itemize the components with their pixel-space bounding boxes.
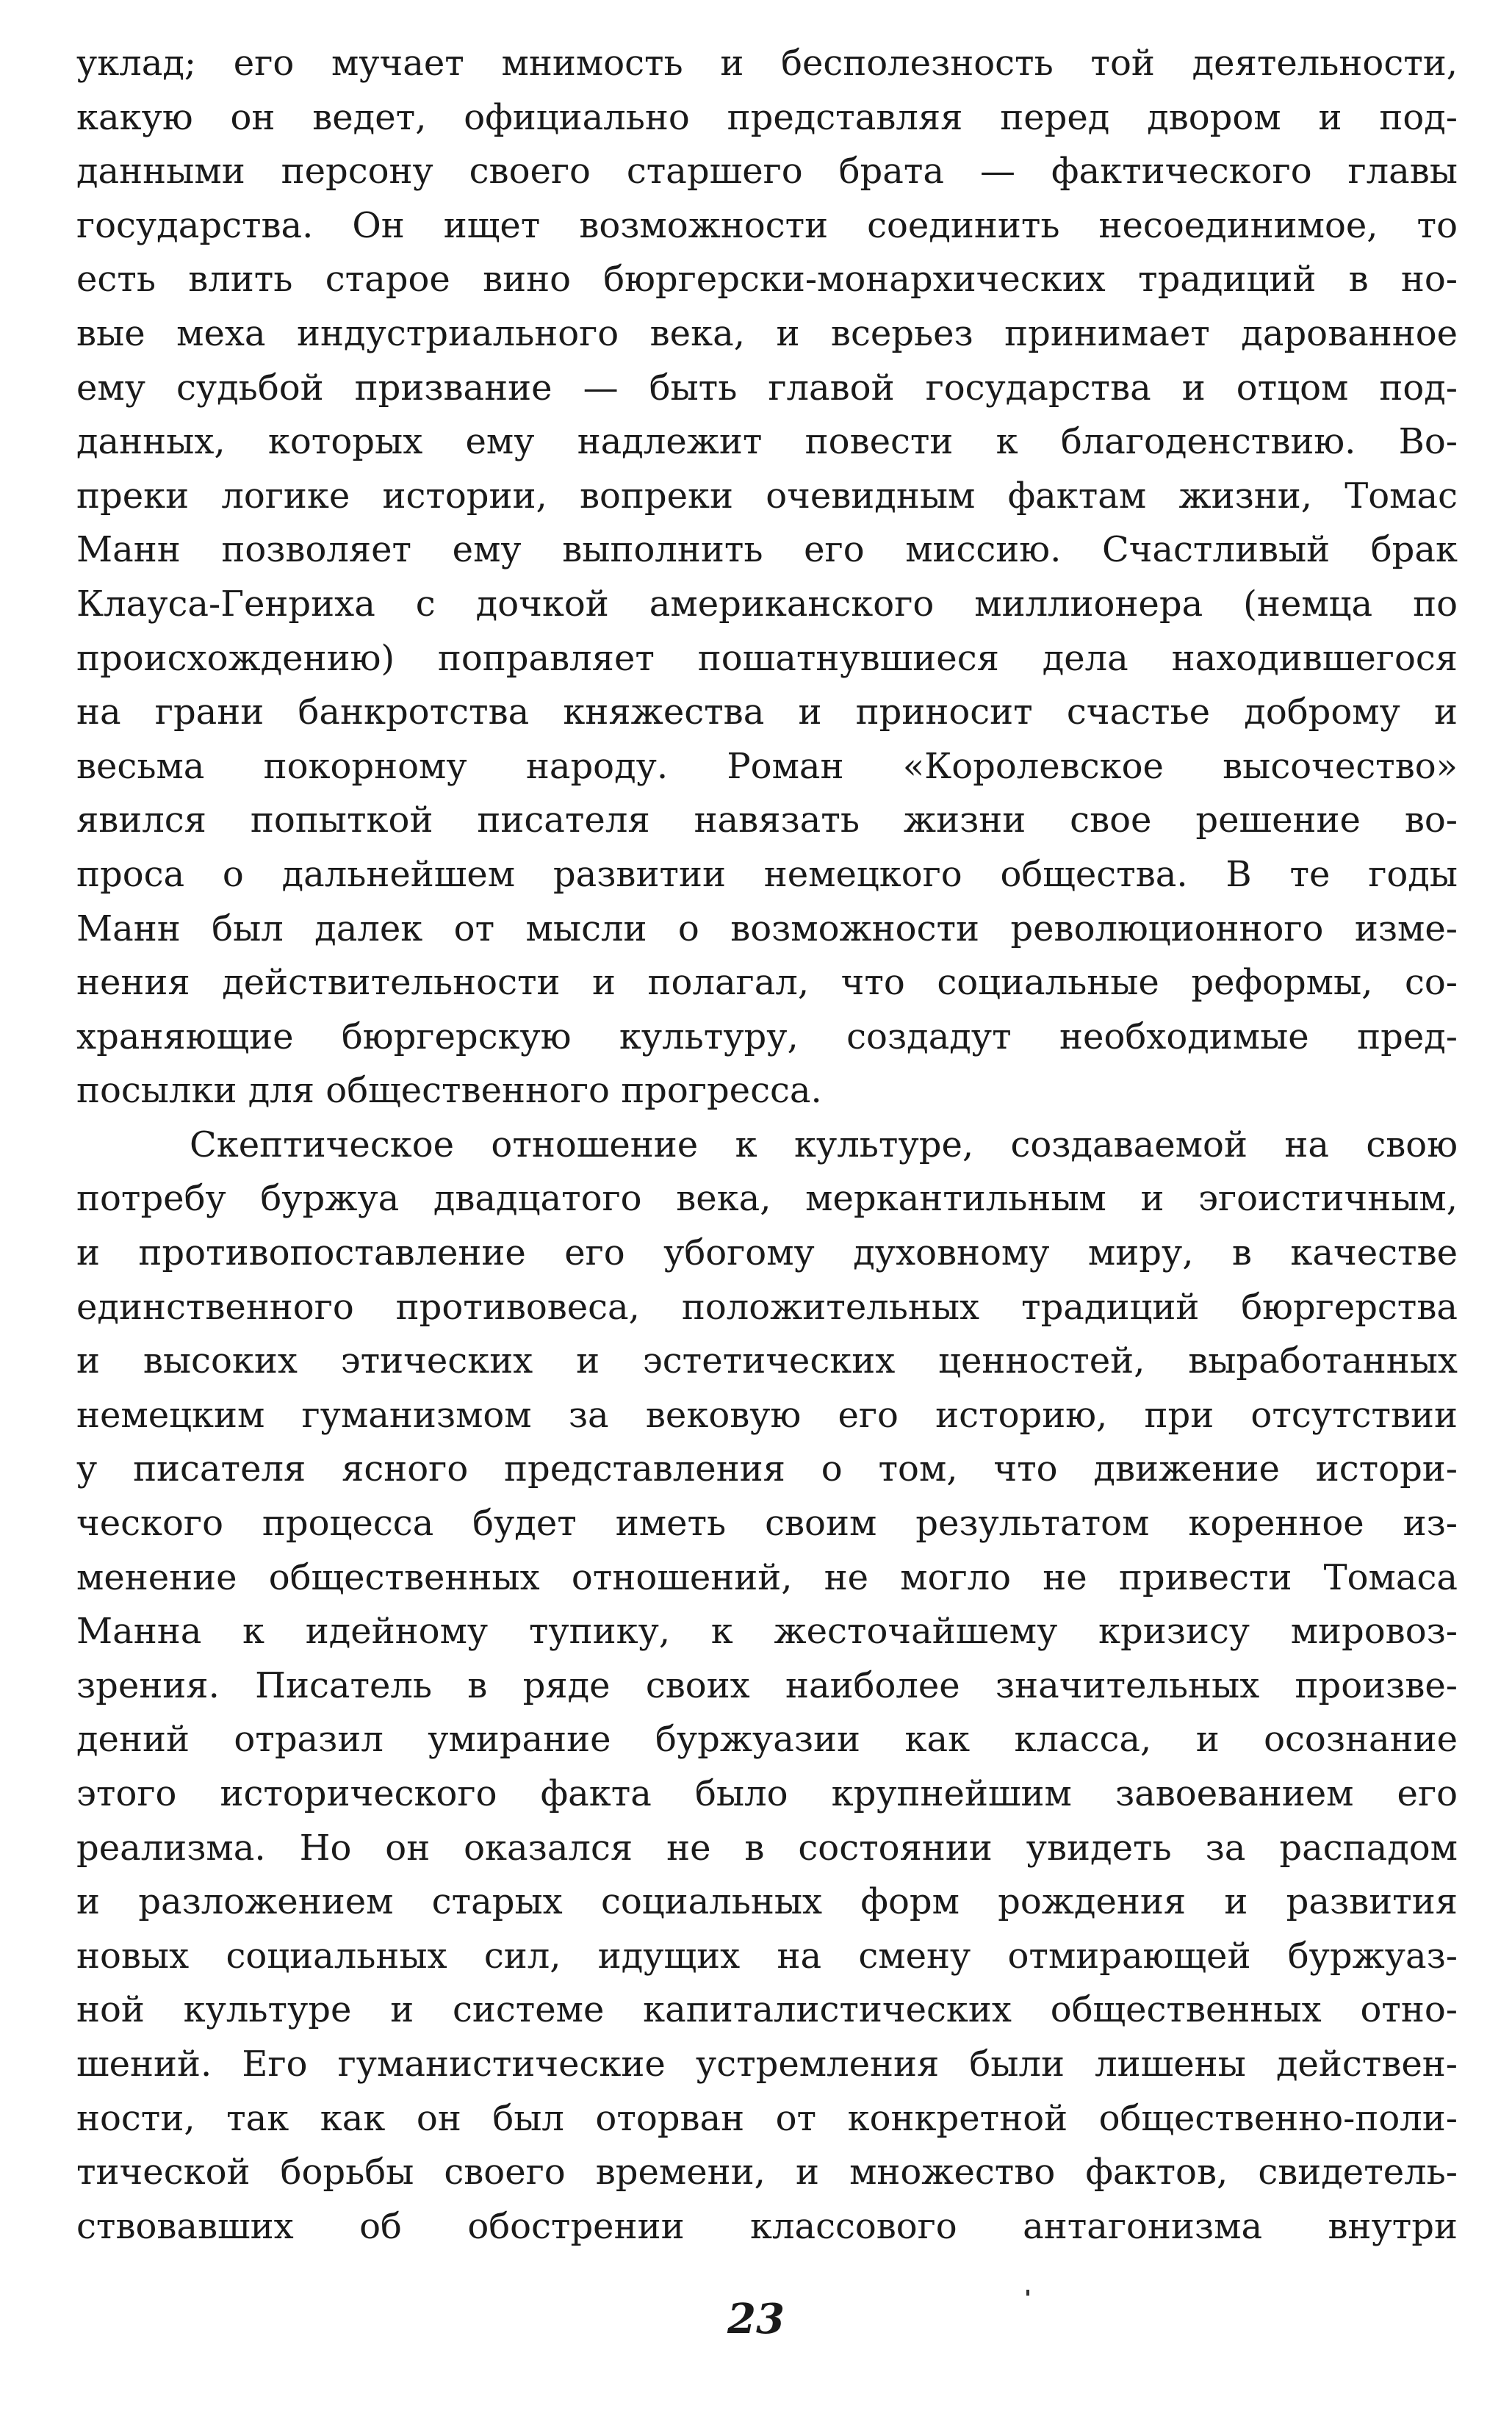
print-speck (1026, 2290, 1029, 2296)
text-line: дений отразил умирание буржуазии как класса, и осознание (76, 1719, 1458, 1761)
text-line: есть влить старое вино бюргерски-монархических традиций в но- (76, 259, 1458, 301)
text-line: какую он ведет, официально представляя перед двором и под- (76, 96, 1458, 138)
text-line: единственного противовеса, положительных традиций бюргерства (76, 1286, 1458, 1328)
text-line: Манн был далек от мысли о возможности революционного изме- (76, 908, 1458, 949)
text-line: и противопоставление его убогому духовному миру, в качестве (76, 1232, 1458, 1274)
paragraph-1 (76, 37, 1458, 1118)
text-line: потребу буржуа двадцатого века, меркантильным и эгоистичным, (76, 1178, 1458, 1220)
text-line: и высоких этических и эстетических ценностей, выработанных (76, 1340, 1458, 1382)
text-line: новых социальных сил, идущих на смену отмирающей буржуаз- (76, 1935, 1458, 1977)
text-line: ной культуре и системе капиталистических общественных отно- (76, 1989, 1458, 2031)
text-line: данными персону своего старшего брата — фактического главы (76, 151, 1458, 193)
text-line: явился попыткой писателя навязать жизни свое решение во- (76, 799, 1458, 841)
text-line: Скептическое отношение к культуре, создаваемой на свою (190, 1124, 1458, 1165)
text-line: весьма покорному народу. Роман «Королевское высочество» (76, 745, 1458, 787)
text-line: зрения. Писатель в ряде своих наиболее значительных произве- (76, 1664, 1458, 1706)
text-line: Манна к идейному тупику, к жесточайшему кризису мировоз- (76, 1611, 1458, 1653)
text-line: проса о дальнейшем развитии немецкого общества. В те годы (76, 853, 1458, 895)
text-line: этого исторического факта было крупнейшим завоеванием его (76, 1773, 1458, 1814)
text-line: немецким гуманизмом за вековую его историю, при отсутствии (76, 1394, 1458, 1436)
text-line: и разложением старых социальных форм рождения и развития (76, 1881, 1458, 1923)
text-line: Клауса-Генриха с дочкой американского миллионера (немца по (76, 583, 1458, 625)
text-line: происхождению) поправляет пошатнувшиеся дела находившегося (76, 637, 1458, 679)
text-line: ствовавших об обострении классового антагонизма внутри (76, 2205, 1458, 2247)
text-line: государства. Он ищет возможности соединить несоединимое, то (76, 204, 1458, 246)
text-line: храняющие бюргерскую культуру, создадут необходимые пред- (76, 1016, 1458, 1057)
text-line: тической борьбы своего времени, и множество фактов, свидетель- (76, 2152, 1458, 2193)
text-line: реализма. Но он оказался не в состоянии увидеть за распадом (76, 1827, 1458, 1869)
text-line: ческого процесса будет иметь своим результатом коренное из- (76, 1503, 1458, 1545)
text-line: преки логике истории, вопреки очевидным фактам жизни, Томас (76, 475, 1458, 517)
text-line: у писателя ясного представления о том, что движение истори- (76, 1448, 1458, 1490)
text-line: посылки для общественного прогресса. (76, 1070, 822, 1112)
body-text (76, 37, 1458, 2254)
text-line: нения действительности и полагал, что социальные реформы, со- (76, 962, 1458, 1004)
text-line: ему судьбой призвание — быть главой государства и отцом под- (76, 367, 1458, 409)
text-line: уклад; его мучает мнимость и бесполезность той деятельности, (76, 43, 1458, 84)
text-line: вые меха индустриального века, и всерьез принимает дарованное (76, 312, 1458, 354)
paragraph-2 (76, 1118, 1458, 2254)
text-line: ности, так как он был оторван от конкретной общественно-поли- (76, 2097, 1458, 2139)
text-line: менение общественных отношений, не могло не привести Томаса (76, 1556, 1458, 1598)
text-line: шений. Его гуманистические устремления были лишены действен- (76, 2043, 1458, 2085)
text-line: Манн позволяет ему выполнить его миссию. Счастливый брак (76, 529, 1458, 571)
text-line: на грани банкротства княжества и приносит счастье доброму и (76, 691, 1458, 733)
page-number: 23 (727, 2295, 785, 2343)
text-line: данных, которых ему надлежит повести к благоденствию. Во- (76, 421, 1458, 463)
